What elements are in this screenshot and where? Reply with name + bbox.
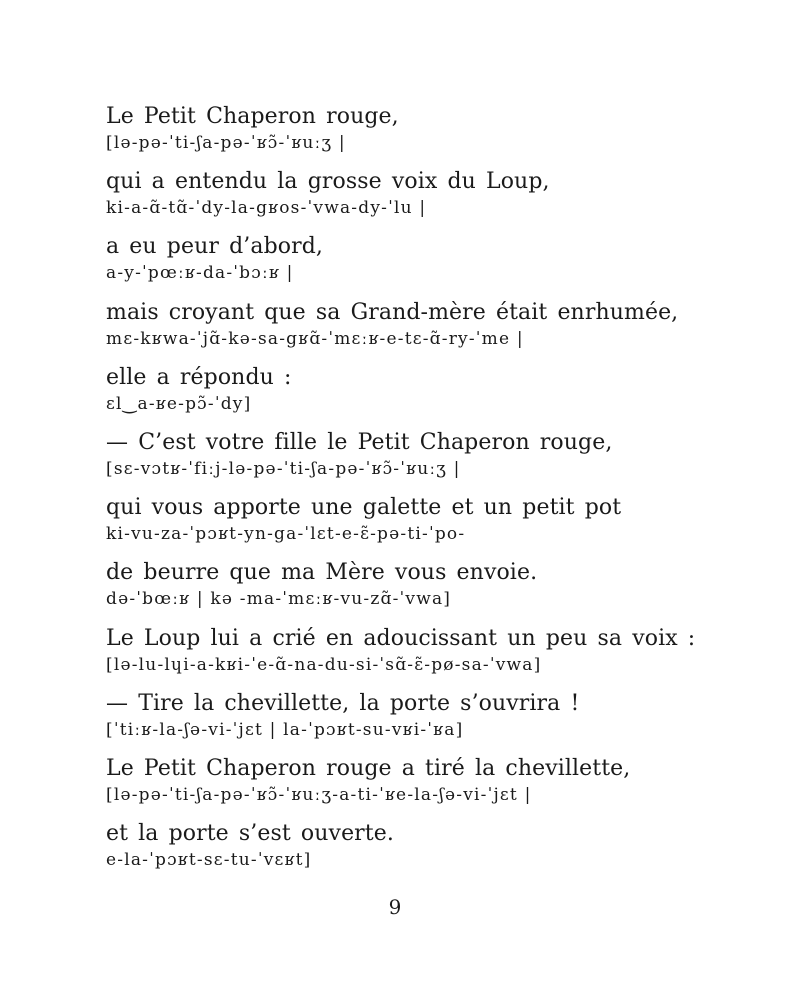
stanza — [106, 232, 766, 297]
phonetic-line: ɛl‿a-ʁe-pɔ̃-ˈdy] — [106, 393, 252, 414]
stanza — [106, 493, 766, 558]
phonetic-line: ki-a-ɑ̃-tɑ̃-ˈdy-la-gʁos-ˈvwa-dy-ˈlu | — [106, 198, 427, 219]
stanza — [106, 102, 766, 167]
page-number: 9 — [388, 895, 402, 919]
phonetic-line: a-y-ˈpœːʁ-da-ˈbɔːʁ | — [106, 263, 294, 284]
phonetic-line: mɛ-kʁwa-ˈjɑ̃-kə-sa-gʁɑ̃-ˈmɛːʁ-e-tɛ-ɑ̃-ry-ˈme | — [106, 328, 524, 349]
french-line: qui vous apporte une galette et un petit pot — [106, 495, 622, 521]
french-line: a eu peur d’abord, — [106, 234, 323, 260]
stanza — [106, 624, 766, 689]
phonetic-line: ki-vu-za-ˈpɔʁt-yn-ga-ˈlɛt-e-ɛ̃-pə-ti-ˈpo- — [106, 524, 466, 545]
french-line: elle a répondu : — [106, 364, 292, 390]
stanza — [106, 428, 766, 493]
phonetic-line: [lə-lu-lɥi-a-kʁi-ˈe-ɑ̃-na-du-si-ˈsɑ̃-ɛ̃-pø-sa-ˈvwa] — [106, 654, 542, 675]
phonetic-line: də-ˈbœːʁ | kə -ma-ˈmɛːʁ-vu-zɑ̃-ˈvwa] — [106, 589, 452, 610]
french-line: de beurre que ma Mère vous envoie. — [106, 560, 538, 586]
french-line: et la porte s’est ouverte. — [106, 821, 394, 847]
stanza — [106, 819, 766, 884]
french-line: — C’est votre fille le Petit Chaperon rouge, — [106, 429, 613, 455]
phonetic-line: [ˈtiːʁ-la-ʃə-vi-ˈjɛt | la-ˈpɔʁt-su-vʁi-ˈʁa] — [106, 719, 464, 740]
stanza — [106, 363, 766, 428]
french-line: Le Petit Chaperon rouge a tiré la chevillette, — [106, 755, 631, 781]
phonetic-line: [lə-pə-ˈti-ʃa-pə-ˈʁɔ̃-ˈʁuːʒ | — [106, 133, 346, 153]
stanza — [106, 689, 766, 754]
stanza — [106, 167, 766, 232]
french-line: Le Loup lui a crié en adoucissant un peu sa voix : — [106, 625, 696, 651]
phonetic-line: [lə-pə-ˈti-ʃa-pə-ˈʁɔ̃-ˈʁuːʒ-a-ti-ˈʁe-la-ʃə-vi-ˈjɛt | — [106, 784, 532, 805]
french-line: Le Petit Chaperon rouge, — [106, 104, 399, 129]
french-line: — Tire la chevillette, la porte s’ouvrira ! — [106, 690, 580, 716]
phonetic-line: [sɛ-vɔtʁ-ˈfiːj-lə-pə-ˈti-ʃa-pə-ˈʁɔ̃-ˈʁuːʒ | — [106, 458, 461, 479]
stanza — [106, 298, 766, 363]
stanza — [106, 754, 766, 819]
phonetic-line: e-la-ˈpɔʁt-sɛ-tu-ˈvɛʁt] — [106, 850, 312, 871]
french-line: mais croyant que sa Grand-mère était enrhumée, — [106, 299, 679, 325]
stanza — [106, 558, 766, 623]
text-column — [106, 102, 766, 884]
french-line: qui a entendu la grosse voix du Loup, — [106, 169, 550, 195]
